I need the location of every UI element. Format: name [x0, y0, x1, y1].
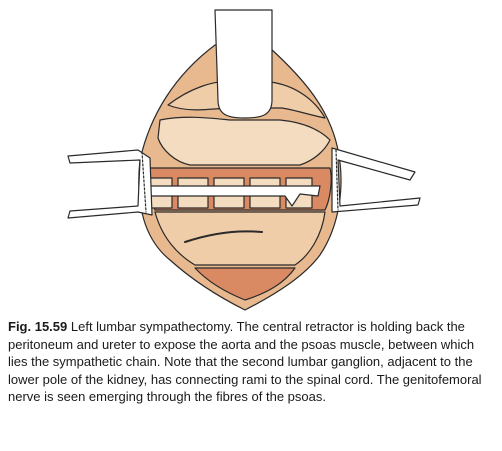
figure-caption [8, 318, 496, 406]
figure-label: Fig. 15.59 [8, 319, 68, 334]
central-retractor [215, 10, 272, 118]
left-retractor [68, 150, 152, 218]
right-retractor [332, 148, 420, 212]
figure-caption-text: Left lumbar sympathectomy. The central retractor is holding back the peritoneum and ureter to expose the aorta and the psoas muscle, between which lies the sympathetic chain. Note that the second lumbar ganglion, adjacent to the lower pole of the kidney, has connecting rami to the spinal cord. The genitofemoral nerve is seen emerging through the fibres of the psoas. [8, 319, 482, 404]
peritoneum-band [158, 117, 330, 165]
